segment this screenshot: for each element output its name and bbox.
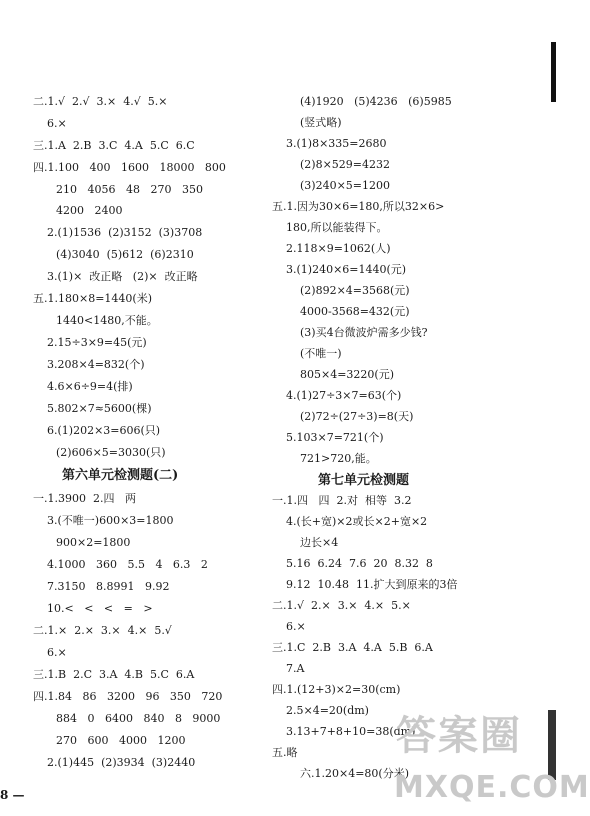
answer-line: 4.1000 360 5.5 4 6.3 2 (47, 558, 208, 571)
answer-line: (3)240×5=1200 (300, 179, 391, 192)
answer-line: 边长×4 (300, 536, 339, 549)
answer-line: (2)8×529=4232 (300, 158, 391, 171)
answer-line: (2)72÷(27÷3)=8(天) (300, 410, 414, 423)
answer-line: 6.(1)202×3=606(只) (47, 424, 161, 437)
answer-line: (2)892×4=3568(元) (300, 284, 410, 297)
answer-line: (2)606×5=3030(只) (56, 446, 166, 459)
answer-line: 五.略 (272, 746, 298, 759)
answer-line: 2.(1)1536 (2)3152 (3)3708 (47, 226, 203, 239)
answer-line: 3.13+7+8+10=38(dm) (286, 725, 416, 738)
answer-line: 10.< < < = > (47, 602, 153, 615)
answer-line: 2.5×4=20(dm) (286, 704, 369, 717)
answer-line: (3)买4台微波炉需多少钱? (300, 326, 428, 339)
answer-line: (4)3040 (5)612 (6)2310 (56, 248, 194, 261)
answer-line: 二.1.× 2.× 3.× 4.× 5.√ (33, 624, 172, 637)
page-number: 8 — (0, 788, 25, 802)
answer-line: 4200 2400 (56, 204, 123, 217)
watermark-text: 答案圈 (396, 713, 522, 759)
answer-line: 4000-3568=432(元) (300, 305, 410, 318)
answer-line: 五.1.因为30×6=180,所以32×6> (272, 200, 445, 213)
answer-line: 2.118×9=1062(人) (286, 242, 391, 255)
answer-line: 270 600 4000 1200 (56, 734, 186, 747)
answer-line: 6.× (47, 117, 67, 130)
answer-line: 3.(1)240×6=1440(元) (286, 263, 407, 276)
answer-line: 2.(1)445 (2)3934 (3)2440 (47, 756, 196, 769)
answer-line: 721>720,能。 (300, 452, 377, 465)
answer-line: 三.1.B 2.C 3.A 4.B 5.C 6.A (33, 668, 195, 681)
answer-line: 884 0 6400 840 8 9000 (56, 712, 221, 725)
page-number-text: 8 (0, 788, 9, 802)
answer-line: 一.1.3900 2.四 两 (33, 492, 136, 505)
answer-line: 7.A (286, 662, 305, 675)
answer-line: 900×2=1800 (56, 536, 131, 549)
watermark-url: MXQE.COM (394, 770, 590, 805)
answer-line: 805×4=3220(元) (300, 368, 395, 381)
section-heading: 第六单元检测题(二) (62, 468, 179, 483)
answer-line: 5.103×7=721(个) (286, 431, 384, 444)
answer-line: 180,所以能装得下。 (286, 221, 388, 234)
answer-line: 3.(1)× 改正略 (2)× 改正略 (47, 270, 198, 283)
answer-line: 二.1.√ 2.× 3.× 4.× 5.× (272, 599, 411, 612)
answer-line: 3.(不唯一)600×3=1800 (47, 514, 174, 527)
answer-line: 5.16 6.24 7.6 20 8.32 8 (286, 557, 433, 570)
answer-line: 3.(1)8×335=2680 (286, 137, 387, 150)
answer-line: 六.1.20×4=80(分米) (300, 767, 410, 780)
answer-line: 6.× (47, 646, 67, 659)
answer-line: 3.208×4=832(个) (47, 358, 145, 371)
answer-line: 4.(长+宽)×2或长×2+宽×2 (286, 515, 428, 528)
answer-line: 二.1.√ 2.√ 3.× 4.√ 5.× (33, 95, 168, 108)
answer-line: 四.1.100 400 1600 18000 800 (33, 161, 226, 174)
answer-line: 7.3150 8.8991 9.92 (47, 580, 170, 593)
answer-line: 四.1.84 86 3200 96 350 720 (33, 690, 223, 703)
answer-line: 五.1.180×8=1440(米) (33, 292, 152, 305)
answer-line: 4.(1)27÷3×7=63(个) (286, 389, 402, 402)
answer-line: 三.1.A 2.B 3.C 4.A 5.C 6.C (33, 139, 195, 152)
watermark (386, 700, 590, 816)
answer-line: 9.12 10.48 11.扩大到原来的3倍 (286, 578, 458, 591)
section-heading: 第七单元检测题 (318, 473, 410, 488)
answer-line: 4.6×6÷9=4(排) (47, 380, 133, 393)
answer-line: 6.× (286, 620, 306, 633)
answer-line: (竖式略) (300, 116, 342, 129)
answer-line: 一.1.四 四 2.对 相等 3.2 (272, 494, 412, 507)
answer-line: 四.1.(12+3)×2=30(cm) (272, 683, 401, 696)
answer-line: (不唯一) (300, 347, 342, 360)
answer-line: 2.15÷3×9=45(元) (47, 336, 147, 349)
answer-line: 三.1.C 2.B 3.A 4.A 5.B 6.A (272, 641, 433, 654)
answer-line: (4)1920 (5)4236 (6)5985 (300, 95, 452, 108)
edge-bar (551, 42, 556, 102)
answer-line: 1440<1480,不能。 (56, 314, 158, 327)
answer-line: 210 4056 48 270 350 (56, 183, 203, 196)
answer-line: 5.802×7≈5600(棵) (47, 402, 152, 415)
